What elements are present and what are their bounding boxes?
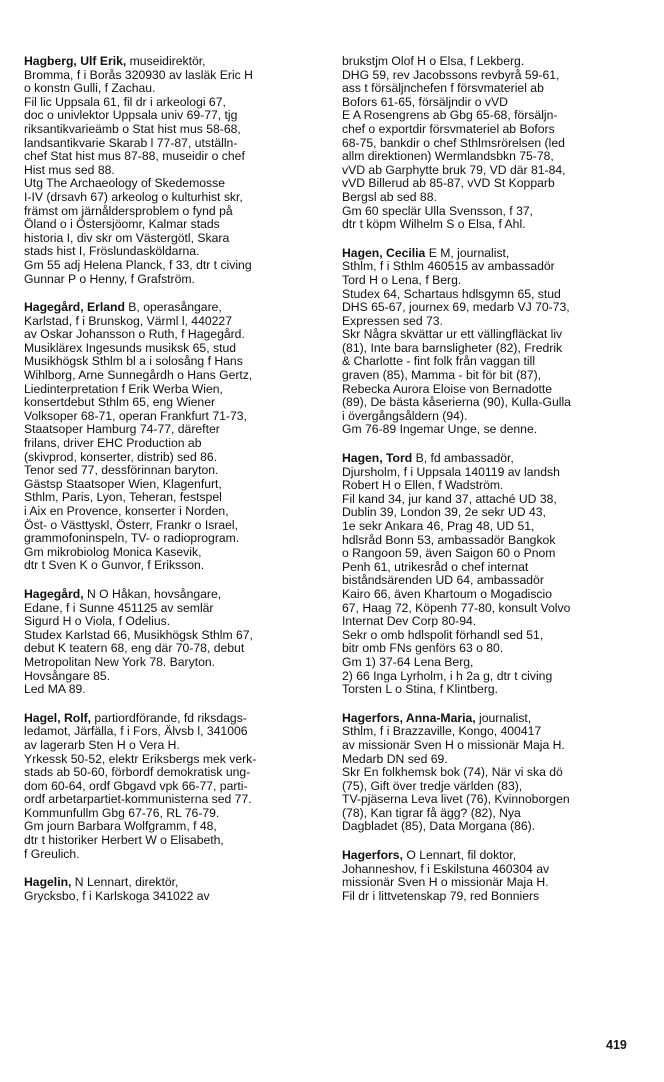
entry-line: 67, Haag 72, Köpenh 77-80, konsult Volvo (342, 600, 571, 615)
entry-line: N O Håkan, hovsångare, (83, 586, 222, 601)
entry-hagerfors-anna-maria (342, 712, 634, 834)
entry-line: Gästsp Staatsoper Wien, Klagenfurt, (24, 476, 222, 491)
entry-line: Fil dr i littvetenskap 79, red Bonniers (342, 888, 540, 903)
entry-line: allm direktionen) Wermlandsbkn 75-78, (342, 149, 554, 164)
entry-line: E M, journalist, (425, 245, 510, 260)
entry-line: Expressen sed 73. (342, 313, 443, 328)
entry-line: journalist, (475, 710, 532, 725)
entry-line: Gm 1) 37-64 Lena Berg, (342, 654, 474, 669)
page-number: 419 (606, 1038, 627, 1052)
entry-line: frilans, driver EHC Production ab (24, 436, 202, 451)
entry-line: Skr En folkhemsk bok (74), När vi ska dö (342, 765, 563, 780)
entry-line: Rebecka Aurora Eloise von Bernadotte (342, 381, 553, 396)
entry-line: f Greulich. (24, 846, 80, 861)
entry-line: grammofoninspeln, TV- o radioprogram. (24, 531, 240, 546)
entry-line: Gunnar P o Henny, f Grafström. (24, 271, 195, 286)
entry-hagen-cecilia (342, 247, 634, 437)
entry-hagelin-continued (342, 55, 634, 232)
entry-line: o konstn Gulli, f Zachau. (24, 81, 156, 96)
entry-line: Fil lic Uppsala 61, fil dr i arkeologi 67, (24, 94, 226, 109)
entry-line: Dublin 39, London 39, 2e sekr UD 43, (342, 505, 546, 520)
entry-line: & Charlotte - fint folk från vaggan till (342, 354, 536, 369)
entry-line: Musiklärex Ingesunds musiksk 65, stud (24, 340, 237, 355)
entry-line: O Lennart, fil doktor, (402, 848, 517, 863)
entry-line: I-IV (drsavh 67) arkeolog o kulturhist skr, (24, 189, 243, 204)
entry-line: hdlsråd Bonn 53, ambassadör Bangkok (342, 532, 556, 547)
entry-line: Penh 61, utrikesråd o chef internat (342, 559, 529, 574)
entry-line: Sthlm, Paris, Lyon, Teheran, festspel (24, 490, 222, 505)
entry-line: av Oskar Johansson o Ruth, f Hagegård. (24, 327, 245, 342)
entry-line: chef o exportdir försvmateriel ab Bofors (342, 121, 555, 136)
entry-line: landsantikvarie Skarab l 77-87, utställn- (24, 135, 238, 150)
entry-first-line (24, 876, 316, 890)
entry-headword: Hagen, Tord (342, 451, 413, 466)
entry-line: Sigurd H o Viola, f Odelius. (24, 614, 171, 629)
entry-line: vVD ab Garphytte bruk 79, VD där 81-84, (342, 162, 566, 177)
entry-line: konsertdebut Sthlm 65, eng Wiener (24, 395, 216, 410)
entry-line: dtr t Sven K o Gunvor, f Eriksson. (24, 558, 205, 573)
entry-line: Gm mikrobiolog Monica Kasevik, (24, 544, 202, 559)
entry-line: N Lennart, direktör, (71, 875, 179, 890)
entry-first-line (342, 247, 634, 261)
entry-hagen-tord (342, 452, 634, 697)
entry-line: Sthlm, f i Brazzaville, Kongo, 400417 (342, 724, 542, 739)
entry-line: historia I, div skr om Västergötl, Skara (24, 230, 230, 245)
entry-line: Studex Karlstad 66, Musikhögsk Sthlm 67, (24, 627, 253, 642)
entry-headword: Hagegård, (24, 586, 84, 601)
entry-line: Gm 76-89 Ingemar Unge, se denne. (342, 422, 538, 437)
entry-line: Kairo 66, även Khartoum o Mogadiscio (342, 586, 553, 601)
entry-line: Edane, f i Sunne 451125 av semlär (24, 600, 214, 615)
entry-line: B, fd ambassadör, (412, 451, 514, 466)
entry-headword: Hagel, Rolf, (24, 710, 92, 725)
entry-line: Volksoper 68-71, operan Frankfurt 71-73, (24, 408, 247, 423)
entry-line: Robert H o Ellen, f Wadström. (342, 478, 504, 493)
entry-hagel-rolf (24, 712, 316, 862)
entry-line: museidirektör, (126, 54, 206, 68)
entry-line: o Rangoon 59, även Saigon 60 o Pnom (342, 546, 556, 561)
entry-line: bitr omb FNs genförs 63 o 80. (342, 641, 504, 656)
entry-line: Led MA 89. (24, 682, 86, 697)
entry-line: riksantikvarieämb o Stat hist mus 58-68, (24, 121, 241, 136)
entry-line: Kommunfullm Gbg 67-76, RL 76-79. (24, 805, 220, 820)
entry-line: Hist mus sed 88. (24, 162, 115, 177)
entry-hagerfors-lennart (342, 849, 634, 903)
entry-line: Bromma, f i Borås 320930 av lasläk Eric H (24, 67, 253, 82)
entry-line: Yrkessk 50-52, elektr Eriksbergs mek verk- (24, 751, 257, 766)
entry-line: Studex 64, Schartaus hdlsgymn 65, stud (342, 286, 561, 301)
entry-headword: Hagegård, Erland (24, 300, 125, 315)
entry-line: Sekr o omb hdlspolit förhandl sed 51, (342, 627, 544, 642)
entry-line: ordf arbetarpartiet-kommunisterna sed 77. (24, 792, 252, 807)
entry-line: brukstjm Olof H o Elsa, f Lekberg. (342, 54, 525, 68)
entry-line: ledamot, Järfälla, f i Fors, Älvsb l, 341006 (24, 724, 248, 739)
entry-line: E A Rosengrens ab Gbg 65-68, försäljn- (342, 108, 558, 123)
entry-line: Bofors 61-65, försäljndir o vVD (342, 94, 508, 109)
entry-line: Torsten L o Stina, f Klintberg. (342, 682, 499, 697)
entry-line: partiordförande, fd riksdags- (91, 710, 247, 725)
entry-first-line (24, 55, 316, 69)
entry-line: (skivprod, konserter, distrib) sed 86. (24, 449, 218, 464)
entry-line: Djursholm, f i Uppsala 140119 av landsh (342, 464, 560, 479)
entry-line: Tenor sed 77, dessförinnan baryton. (24, 463, 219, 478)
entry-hagelin-lennart (24, 876, 316, 903)
entry-line: biståndsärenden UD 64, ambassadör (342, 573, 544, 588)
entry-line: dtr t köpm Wilhelm S o Elsa, f Ahl. (342, 217, 526, 232)
entry-line: Musikhögsk Sthlm bl a i solosång f Hans (24, 354, 243, 369)
entry-first-line (342, 712, 634, 726)
entry-line: Utg The Archaeology of Skedemosse (24, 176, 225, 191)
entry-line: dom 60-64, ordf Gbgavd vpk 66-77, parti- (24, 778, 248, 793)
entry-line: Liedinterpretation f Erik Werba Wien, (24, 381, 223, 396)
entry-line: Hovsångare 85. (24, 668, 111, 683)
entry-line: Skr Några skvättar ur ett vällingfläckat liv (342, 327, 563, 342)
entry-line: (75), Gift över tredje världen (83), (342, 778, 523, 793)
entry-line: Gm journ Barbara Wolfgramm, f 48, (24, 819, 217, 834)
entry-line: Karlstad, f i Brunskog, Värml l, 440227 (24, 313, 232, 328)
entry-line: B, operasångare, (124, 300, 222, 315)
entry-line: graven (85), Mamma - bit för bit (87), (342, 368, 542, 383)
entry-hagegard-hakan (24, 588, 316, 697)
entry-line: 2) 66 Inga Lyrholm, i h 2a g, dtr t civing (342, 668, 553, 683)
entry-line: vVD Billerud ab 85-87, vVD St Kopparb (342, 176, 555, 191)
entry-line: dtr t historiker Herbert W o Elisabeth, (24, 833, 224, 848)
entry-line: doc o univlektor Uppsala univ 69-77, tjg (24, 108, 238, 123)
entry-line: Internat Dev Corp 80-94. (342, 614, 477, 629)
entry-first-line (342, 452, 634, 466)
entry-line: chef Stat hist mus 87-88, museidir o chef (24, 149, 245, 164)
entry-line: Fil kand 34, jur kand 37, attaché UD 38, (342, 491, 557, 506)
entry-line: ass t försäljnchefen f försvmateriel ab (342, 81, 544, 96)
entry-line: Öst- o Västtyskl, Österr, Frankr o Israel, (24, 517, 239, 532)
entry-headword: Hagerfors, (342, 848, 403, 863)
entry-line: Gm 55 adj Helena Planck, f 33, dtr t civing (24, 257, 252, 272)
entry-line: i övergångsåldern (94). (342, 408, 468, 423)
entry-line: (89), De bästa kåserierna (90), Kulla-Gulla (342, 395, 571, 410)
entry-first-line (342, 849, 634, 863)
entry-headword: Hagberg, Ulf Erik, (24, 54, 127, 68)
entry-line: Johanneshov, f i Eskilstuna 460304 av (342, 861, 550, 876)
entry-line: Öland o i Östersjöomr, Kalmar stads (24, 217, 220, 232)
entry-line: 68-75, bankdir o chef Sthlmsrörelsen (led (342, 135, 565, 150)
entry-line: (78), Kan tigrar få ägg? (82), Nya (342, 805, 521, 820)
entry-line: av lagerarb Sten H o Vera H. (24, 737, 180, 752)
right-column (342, 55, 634, 918)
entry-first-line (24, 712, 316, 726)
entry-first-line (24, 301, 316, 315)
entry-headword: Hagen, Cecilia (342, 245, 426, 260)
left-column (24, 55, 316, 918)
entry-line: DHS 65-67, journex 69, medarb VJ 70-73, (342, 300, 570, 315)
entry-line: stads ab 50-60, förbordf demokratisk ung- (24, 765, 251, 780)
entry-hagegard-erland (24, 301, 316, 573)
entry-line: stads hist I, Fröslundasköldarna. (24, 244, 200, 259)
entry-headword: Hagerfors, Anna-Maria, (342, 710, 476, 725)
entry-headword: Hagelin, (24, 875, 72, 890)
entry-line: Gm 60 speclär Ulla Svensson, f 37, (342, 203, 534, 218)
entry-line: Sthlm, f i Sthlm 460515 av ambassadör (342, 259, 555, 274)
entry-line: missionär Sven H o missionär Maja H. (342, 875, 549, 890)
entry-line: Grycksbo, f i Karlskoga 341022 av (24, 888, 210, 903)
entry-line: Staatsoper Hamburg 74-77, därefter (24, 422, 220, 437)
entry-line: 1e sekr Ankara 46, Prag 48, UD 51, (342, 519, 535, 533)
entry-line: främst om järnåldersproblem o fynd på (24, 203, 233, 218)
entry-first-line (24, 588, 316, 602)
entry-line: Medarb DN sed 69. (342, 751, 448, 766)
entry-line: i Aix en Provence, konserter i Norden, (24, 504, 229, 518)
entry-line: Dagbladet (85), Data Morgana (86). (342, 819, 536, 834)
entry-hagberg-ulf (24, 55, 316, 286)
entry-line: av missionär Sven H o missionär Maja H. (342, 737, 565, 752)
entry-line: TV-pjäserna Leva livet (76), Kvinnoborgen (342, 792, 570, 807)
entry-line: Tord H o Lena, f Berg. (342, 272, 462, 287)
entry-line: (81), Inte bara barnsligheter (82), Fredrik (342, 340, 563, 355)
entry-line: DHG 59, rev Jacobssons revbyrå 59-61, (342, 67, 560, 82)
entry-line: debut K teatern 68, eng där 70-78, debut (24, 641, 245, 656)
entry-line: Metropolitan New York 78. Baryton. (24, 654, 216, 669)
entry-line: Wihlborg, Arne Sunnegårdh o Hans Gertz, (24, 368, 253, 383)
entry-line: Bergsl ab sed 88. (342, 189, 437, 204)
